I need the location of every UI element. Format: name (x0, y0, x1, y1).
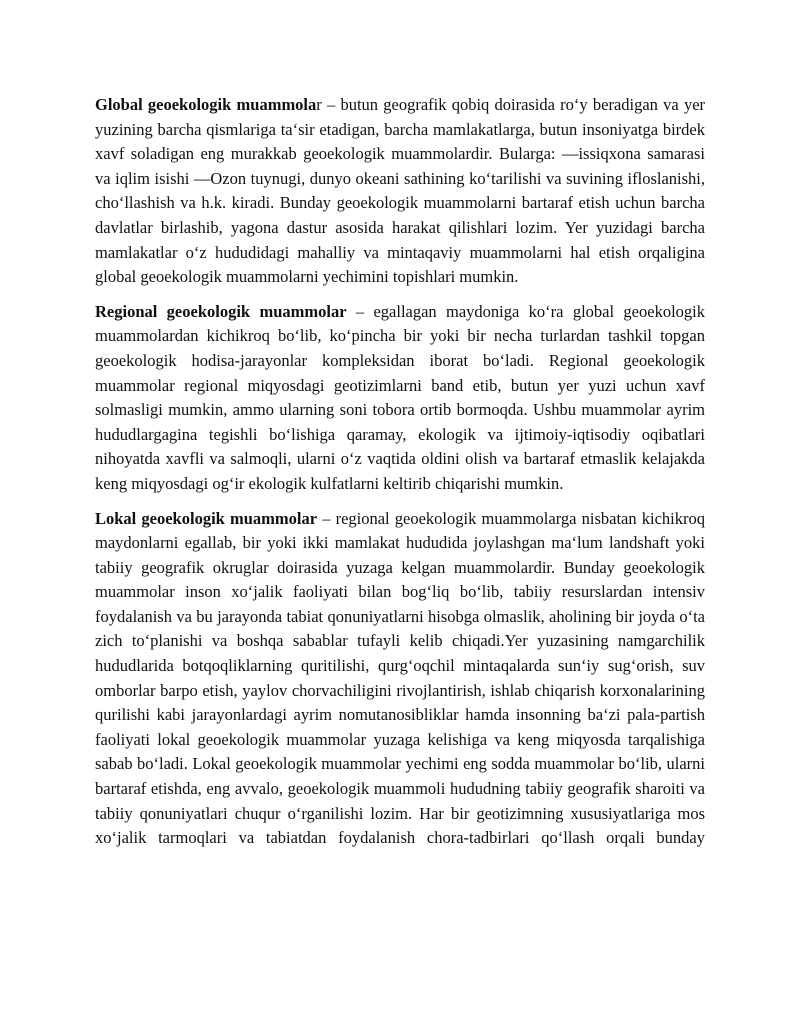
term-global: Global geoekologik muammola (95, 95, 317, 114)
paragraph-regional (95, 300, 705, 497)
paragraph-lokal-body: – regional geoekologik muammolarga nisbatan kichikroq maydonlarni egallab, bir yoki ikki mamlakat hududida joylashgan ma‘lum landshaft yoki tabiiy geografik okruglar doirasida yuzaga kelgan muammolardir. Bunday geoekologik muammolar inson xo‘jalik faoliyati bilan bog‘liq bo‘lib, tabiiy resurslardan intensiv foydalanish va bu jarayonda tabiat qonuniyatlarni hisobga olmaslik, aholining bir joyda o‘ta zich to‘planishi va boshqa sabablar tufayli kelib chiqadi.Yer yuzasining namgarchilik hududlarida botqoqliklarning quritilishi, qurg‘oqchil mintaqalarda sun‘iy sug‘orish, suv omborlar barpo etish, yaylov chorvachiligini rivojlantirish, ishlab chiqarish korxonalarining qurilishi kabi jarayonlardagi ayrim nomutanosibliklar hamda insonning ba‘zi pala-partish faoliyati lokal geoekologik muammolar yuzaga kelishiga va keng miqyosda tarqalishiga sabab bo‘ladi. Lokal geoekologik muammolar yechimi eng sodda muammolar bo‘lib, ularni bartaraf etishda, eng avvalo, geoekologik muammoli hududning tabiiy geografik sharoiti va tabiiy qonuniyatlari chuqur o‘rganilishi lozim. Har bir geotizimning xususiyatlariga mos xo‘jalik tarmoqlari va tabiatdan foydalanish chora-tadbirlari qo‘llash orqali bunday (95, 508, 705, 848)
paragraph-global-body: r – butun geografik qobiq doirasida ro‘y beradigan va yer yuzining barcha qismlariga ta‘sir etadigan, barcha mamlakatlarga, butun insoniyatga birdek xavf soladigan eng murakkab geoekologik muammolardir. Bularga: ―issiqxona samarasi va iqlim isishi ―Ozon tuynugi, dunyo okeani sathining ko‘tarilishi va suvining ifloslanishi, cho‘llashish va h.k. kiradi. Bunday geoekologik muammolarni bartaraf etish uchun barcha davlatlar birlashib, yagona dastur asosida harakat qilishlari lozim. Yer yuzidagi barcha mamlakatlar o‘z hududidagi mahalliy va mintaqaviy muammolarni hal etish orqaligina global geoekologik muammolarni yechimini topishlari mumkin. (95, 95, 706, 287)
paragraph-regional-body: – egallagan maydoniga ko‘ra global geoekologik muammolardan kichikroq bo‘lib, ko‘pincha bir yoki bir necha turlardan tashkil topgan geoekologik hodisa-jarayonlar kompleksidan iborat bo‘ladi. Regional geoekologik muammolar regional miqyosdagi geotizimlarni band etib, butun yer yuzi uchun xavf solmasligi mumkin, ammo ularning soni tobora ortib bormoqda. Ushbu muammolar ayrim hududlargagina tegishli bo‘lishiga qaramay, ekologik va ijtimoiy-iqtisodiy oqibatlari nihoyatda xavfli va salmoqli, ularni o‘z vaqtida oldini olish va bartaraf etmaslik kelajakda keng miqyosdagi og‘ir ekologik kulfatlarni keltirib chiqarishi mumkin. (95, 301, 705, 493)
document-page (95, 93, 705, 861)
paragraph-lokal (95, 507, 705, 851)
paragraph-global (95, 93, 705, 290)
term-regional: Regional geoekologik muammolar (95, 301, 347, 321)
term-lokal: Lokal geoekologik muammolar (95, 508, 318, 528)
